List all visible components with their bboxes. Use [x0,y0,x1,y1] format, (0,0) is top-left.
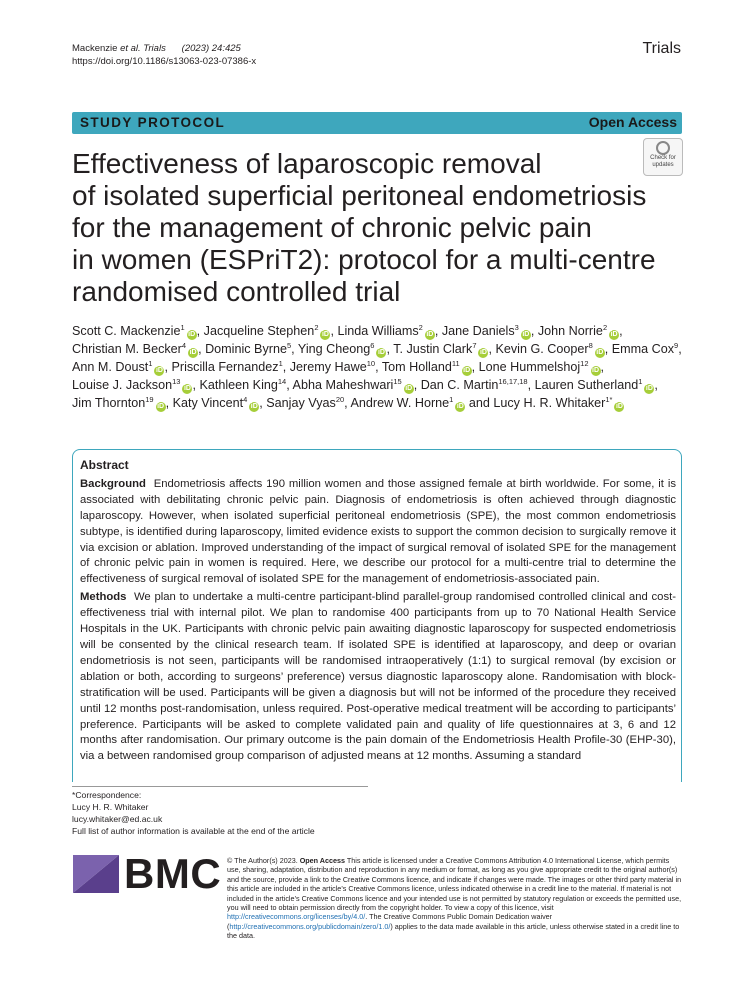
license-mid: . The Creative Commons Public Domain Dedication waiver ( [227,912,553,931]
license-text [227,856,683,941]
article-type: STUDY PROTOCOL [80,115,226,130]
orcid-icon[interactable]: iD [610,331,618,338]
title-line: randomised controlled trial [72,276,401,307]
orcid-icon[interactable]: iD [377,349,385,356]
methods-text: We plan to undertake a multi-centre participant-blind parallel-group randomised controlled clinical and cost-effectiveness trial with internal pilot. We plan to randomise 400 participants from up to 70 National Health Service Hospitals in the UK. Participants with chronic pelvic pain awaiting diagnostic laparoscopy for suspected endometriosis will be consented by the clinical research team. If isolated SPE is identified at laparoscopy, and deep or ovarian endometriosis is not seen, participants will be randomised intraoperatively (1:1) to surgical removal (by excision or ablation or both, according to surgeons’ preference) versus diagnostic laparoscopy alone. Randomisation with block-stratification will be used. Participants will be given a diagnosis but will not be informed of the procedure they received until 12 months post-randomisation, unless required. Post-operative medical treatment will be according to participants’ preference. Participants will be asked to complete validated pain and quality of life questionnaires at 3, 6 and 12 months after randomisation. Our primary outcome is the pain domain of the Endometriosis Health Profile-30 (EHP-30), via a between randomised group comparison of adjusted means at 12 months. Assuming a standard [80,591,677,763]
author-item [442,324,531,338]
footnote-separator [72,786,368,787]
author-affiliation: 2 [602,322,608,332]
orcid-icon[interactable]: iD [592,367,599,374]
correspondence-label: *Correspondence: [72,790,142,800]
author-name: Scott C. Mackenzie [72,324,181,338]
author-list: Scott C. Mackenzie$^1$iD , Jacqueline Stephen$^2$iD , Linda Williams$^2$iD , Jane Daniels$^3$iD , John Norrie$^2$iD , Christian M. Becker$^4$iD , Dominic Byrne$^5$, Ying Cheong$^6$iD , T. Justin Clark$^7$iD , Kevin G. Cooper$^8$iD , Emma Cox$^9$, Ann M. Doust$^1$iD , Priscilla Fernandez$^1$, Jeremy Hawe$^{10}$, Tom Holland$^{11}$iD , Lone Hummelshoj$^{12}$iD , Louise J. Jackson$^{13}$iD , Kathleen King$^{14}$, Abha Maheshwari$^{15}$iD , Dan C. Martin$^{16,17,18}$, Lauren Sutherland$^1$iD , Jim Thornton$^{19}$iD , Katy Vincent$^4$iD , Sanjay Vyas$^{20}$, Andrew W. Horne$^1$iD and Lucy H. R. Whitaker$^{1*}$iD [72,322,682,410]
author-name: Dominic Byrne [205,342,287,356]
author-affiliation: 2 [418,322,423,332]
doi-link[interactable]: https://doi.org/10.1186/s13063-023-07386-x [72,56,257,67]
author-info-note: Full list of author information is available at the end of the article [72,826,315,836]
orcid-icon[interactable]: iD [463,367,471,374]
author-name: Kevin G. Cooper [495,342,589,356]
title-line: of isolated superficial peritoneal endometriosis [72,180,647,211]
author-name: Louise J. Jackson [72,378,173,392]
author-name: Linda Williams [337,324,419,338]
author-item [350,396,465,410]
author-name: Ann M. Doust [72,360,149,374]
abstract-heading: Abstract [80,458,129,472]
author-item [393,342,488,356]
bmc-logo-text: BMC [124,850,222,897]
author-name: Jacqueline Stephen [203,324,315,338]
author-name: Tom Holland [381,360,452,374]
author-name: John Norrie [537,324,603,338]
author-name: Lucy H. R. Whitaker [493,396,606,410]
author-item [205,342,291,356]
abstract-box [72,449,682,782]
author-affiliation: 8 [588,340,593,350]
author-name: Jeremy Hawe [289,360,367,374]
author-item [171,360,282,374]
orcid-icon[interactable]: iD [157,403,165,410]
correspondence-email[interactable]: lucy.whitaker@ed.ac.uk [72,814,163,824]
author-item [72,342,198,356]
orcid-icon[interactable]: iD [155,367,163,374]
author-affiliation: 5 [286,340,292,350]
author-affiliation: 9 [674,340,679,350]
citation-year: (2023) 24:425 [181,43,241,54]
author-affiliation: 2 [314,322,319,332]
author-name: Jane Daniels [441,324,515,338]
citation-header [72,42,256,68]
author-item [266,396,344,410]
author-affiliation: 1 [180,322,185,332]
author-item [493,396,624,410]
author-item [479,360,601,374]
orcid-icon[interactable]: iD [183,385,191,392]
author-name: Andrew W. Horne [350,396,450,410]
author-item [173,396,260,410]
author-affiliation: 4 [243,394,248,404]
author-affiliation: 1 [638,376,643,386]
orcid-icon[interactable]: iD [522,331,530,338]
orcid-icon[interactable]: iD [645,385,653,392]
author-affiliation: 15 [393,376,402,386]
orcid-icon[interactable]: iD [188,331,196,338]
author-affiliation: 19 [145,394,154,404]
orcid-icon[interactable]: iD [596,349,604,356]
author-affiliation: 14 [277,376,287,386]
author-affiliation: 1 [449,394,454,404]
author-affiliation: 7 [472,340,477,350]
author-item [535,378,655,392]
author-item [382,360,472,374]
author-affiliation: 4 [181,340,187,350]
copyright: © The Author(s) 2023. [227,856,298,865]
orcid-icon[interactable]: iD [321,331,329,338]
orcid-icon[interactable]: iD [189,349,197,356]
author-name: Priscilla Fernandez [171,360,279,374]
title-line: Effectiveness of laparoscopic removal [72,148,542,179]
orcid-icon[interactable]: iD [479,349,487,356]
orcid-icon[interactable]: iD [250,403,258,410]
abstract-background [80,477,676,588]
journal-name: Trials [642,40,681,57]
author-name: Emma Cox [611,342,675,356]
author-affiliation: 10 [366,358,376,368]
orcid-icon[interactable]: iD [405,385,413,392]
author-affiliation: 1 [148,358,153,368]
author-item [538,324,619,338]
author-affiliation: 6 [370,340,375,350]
author-name: Dan C. Martin [420,378,499,392]
methods-label: Methods [80,591,127,604]
author-affiliation: 3 [514,322,519,332]
title-line: for the management of chronic pelvic pain [72,212,592,243]
author-affiliation: 11 [451,358,460,368]
author-affiliation: 1* [605,394,613,404]
citation-journal: et al. Trials [120,43,166,54]
author-name: Ying Cheong [297,342,371,356]
author-item [298,342,387,356]
author-item [421,378,528,392]
open-access-label: Open Access [588,114,677,130]
background-label: Background [80,477,146,490]
author-item [337,324,434,338]
article-title [72,148,672,308]
author-name: Christian M. Becker [72,342,182,356]
author-name: Jim Thornton [72,396,146,410]
author-name: T. Justin Clark [393,342,473,356]
author-item [495,342,604,356]
orcid-icon[interactable]: iD [456,403,464,410]
check-updates-line1: Check for [650,155,676,161]
title-line: in women (ESPriT2): protocol for a multi-centre [72,244,656,275]
author-item [72,360,164,374]
author-name: Abha Maheshwari [292,378,394,392]
author-item [199,378,286,392]
author-item [290,360,375,374]
correspondence-name: Lucy H. R. Whitaker [72,802,149,812]
correspondence-block [72,789,315,837]
author-item [612,342,678,356]
author-item [204,324,331,338]
abstract-body [80,477,676,765]
author-name: Kathleen King [199,378,278,392]
author-item [72,378,192,392]
author-affiliation: 1 [278,358,283,368]
bmc-logo-icon [73,855,119,893]
author-name: Lone Hummelshoj [478,360,581,374]
citation-authors: Mackenzie [72,43,121,54]
author-item [72,396,166,410]
author-name: Katy Vincent [172,396,244,410]
cc-by-link[interactable]: http://creativecommons.org/licenses/by/4.0/ [227,912,366,922]
check-updates-line2: updates [652,162,674,168]
license-body: This article is licensed under a Creative Commons Attribution 4.0 International License, which permits use, sharing, adaptation, distribution and reproduction in any medium or format, as long as you give appropriate credit to the original author(s) and the source, provide a link to the Creative Commons licence, and indicate if changes were made. The images or other third party material in this article are included in the article’s Creative Commons licence, unless indicated otherwise in a credit line to the material. If material is not included in the article’s Creative Commons licence and your intended use is not permitted by statutory regulation or exceeds the permitted use, you will need to obtain permission directly from the copyright holder. To view a copy of this licence, visit [227,856,682,913]
author-affiliation: 13 [172,376,181,386]
open-access-bold: Open Access [299,856,345,865]
abstract-methods [80,590,676,765]
background-text: Endometriosis affects 190 million women and those assigned female at birth worldwide. For some, it is associated with debilitating chronic pelvic pain. Diagnosis of endometriosis is often achieved through diagnostic laparoscopy. However, when isolated superficial peritoneal endometriosis (SPE), the most common endometriosis subtype, is identified during laparoscopy, limited evidence exists to support the common decision to surgically remove it via excision or ablation. Improved understanding of the impact of surgical removal of isolated SPE for the management of chronic pelvic pain in women is required. Here, we describe our protocol for a multi-centre trial to determine the effectiveness of surgical removal of isolated SPE for the management of endometriosis-associated pain. [80,477,676,586]
license-end: ) applies to the data made available in this article, unless otherwise stated in a credit line to the data. [227,921,680,941]
author-item [72,324,197,338]
author-affiliation: 20 [335,394,345,404]
author-affiliation: 16,17,18 [498,376,528,386]
author-name: Lauren Sutherland [534,378,639,392]
orcid-icon[interactable]: iD [615,403,623,410]
author-item [293,378,414,392]
author-name: Sanjay Vyas [266,396,336,410]
author-affiliation: 12 [580,358,589,368]
cc-zero-link[interactable]: http://creativecommons.org/publicdomain/zero/1.0/ [229,921,391,931]
orcid-icon[interactable]: iD [426,331,434,338]
